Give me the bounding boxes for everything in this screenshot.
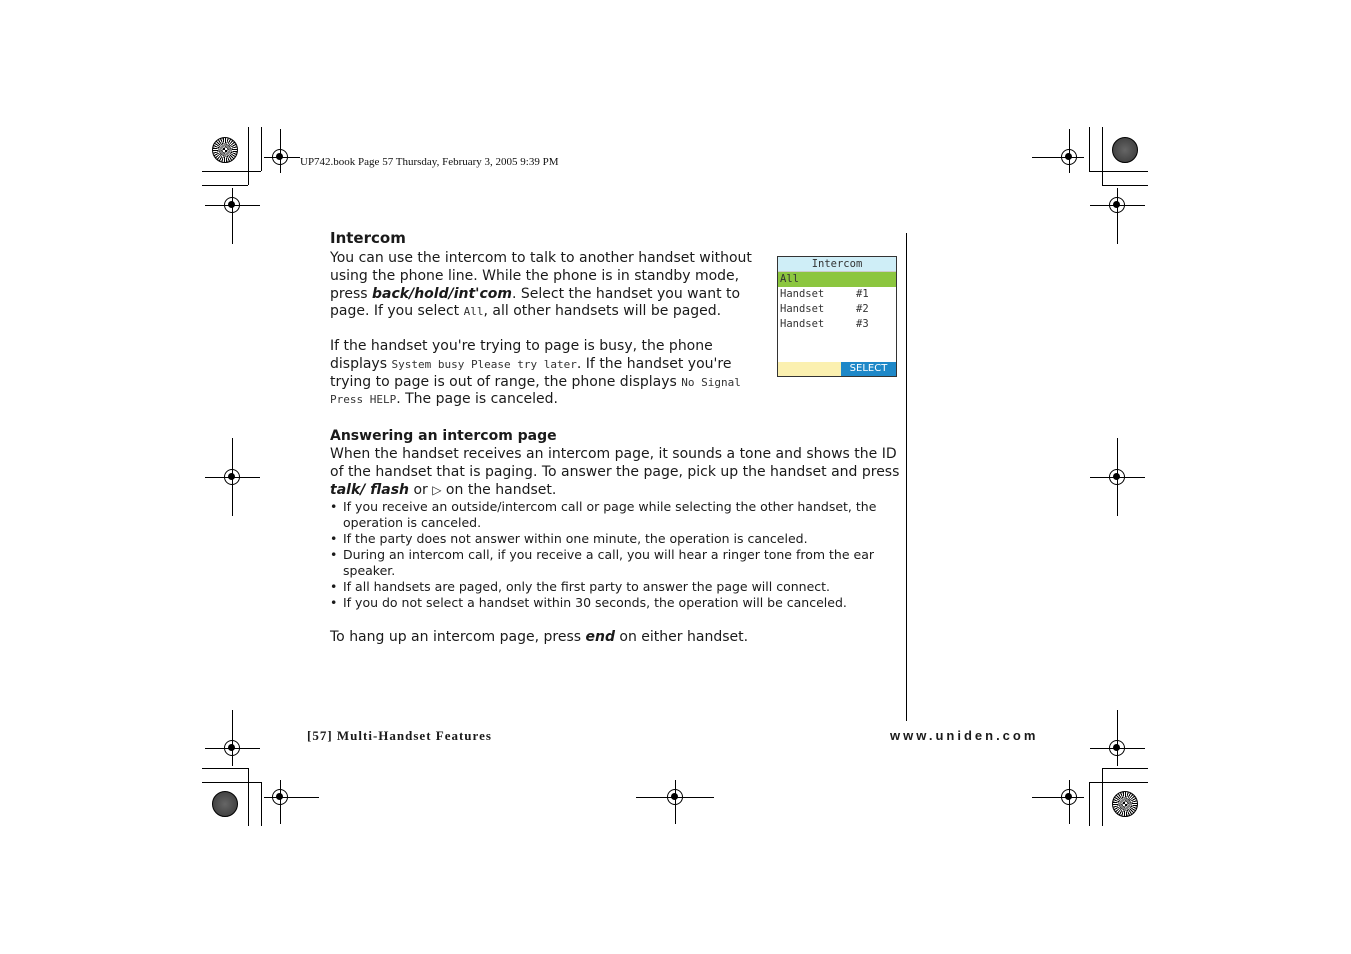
registration-target-icon bbox=[667, 789, 683, 805]
crop-mark bbox=[1089, 127, 1090, 171]
crop-mark bbox=[248, 768, 249, 826]
crop-mark bbox=[261, 127, 262, 171]
crop-mark bbox=[1089, 782, 1148, 783]
notes-list bbox=[330, 499, 890, 611]
lcd-screen bbox=[777, 256, 897, 377]
crop-mark bbox=[1089, 171, 1148, 172]
lcd-text: No Signal Press HELP bbox=[330, 375, 741, 407]
lcd-row: Handset #2 bbox=[780, 303, 869, 315]
list-item: • If you receive an outside/intercom call or page while selecting the other handset, the operation is canceled. bbox=[330, 499, 890, 531]
registration-target-icon bbox=[1061, 789, 1077, 805]
print-header: UP742.book Page 57 Thursday, February 3, 2005 9:39 PM bbox=[300, 156, 559, 168]
crop-mark bbox=[202, 185, 248, 186]
registration-target-icon bbox=[1061, 149, 1077, 165]
lcd-text: All bbox=[463, 305, 484, 319]
answering-paragraph: When the handset receives an intercom page, it sounds a tone and shows the ID of the handset that is paging. To answer the page, pick up the handset and press talk/ flash or ▷ on the handset. bbox=[330, 446, 900, 498]
section-title: Intercom bbox=[330, 229, 406, 247]
column-divider bbox=[906, 233, 907, 721]
lcd-selected-item: All bbox=[778, 272, 896, 287]
intercom-intro-paragraph: You can use the intercom to talk to another handset without using the phone line. While the phone is in standby mode, press back/hold/int'com. Select the handset you want to page. If you select All, all other handsets will be paged. bbox=[330, 250, 752, 320]
crop-mark bbox=[202, 171, 261, 172]
lcd-softkey-blank bbox=[778, 362, 841, 376]
crop-mark bbox=[248, 127, 249, 185]
crop-mark bbox=[202, 782, 261, 783]
lcd-softkey-bar bbox=[778, 362, 896, 376]
subsection-title: Answering an intercom page bbox=[330, 428, 557, 444]
key-name: end bbox=[585, 629, 615, 645]
page-footer-section: [57] Multi-Handset Features bbox=[307, 728, 492, 743]
crop-mark bbox=[1117, 710, 1118, 766]
registration-target-icon bbox=[1109, 740, 1125, 756]
lcd-row: Handset #1 bbox=[780, 288, 869, 300]
lcd-row: Handset #3 bbox=[780, 318, 869, 330]
lcd-softkey-select: SELECT bbox=[841, 362, 896, 376]
registration-target-icon bbox=[272, 789, 288, 805]
list-item: • If all handsets are paged, only the first party to answer the page will connect. bbox=[330, 579, 890, 595]
lcd-title: Intercom bbox=[778, 257, 896, 272]
registration-target-icon bbox=[1109, 197, 1125, 213]
crop-mark bbox=[1102, 768, 1103, 826]
crop-mark bbox=[1089, 782, 1090, 826]
registration-target-icon bbox=[1109, 469, 1125, 485]
crop-mark bbox=[1102, 185, 1148, 186]
crop-mark bbox=[232, 710, 233, 766]
list-item: • If the party does not answer within one minute, the operation is canceled. bbox=[330, 531, 890, 547]
registration-target-icon bbox=[224, 197, 240, 213]
crop-mark bbox=[202, 768, 248, 769]
page-footer-url: www.uniden.com bbox=[890, 728, 1039, 743]
list-item: • If you do not select a handset within 30 seconds, the operation will be canceled. bbox=[330, 595, 890, 611]
crop-mark bbox=[261, 782, 262, 826]
registration-target-icon bbox=[224, 740, 240, 756]
talk-key-icon: ▷ bbox=[432, 482, 442, 497]
registration-disc-icon bbox=[212, 137, 238, 163]
registration-disc-icon bbox=[1112, 137, 1138, 163]
crop-mark bbox=[1102, 768, 1148, 769]
key-name: back/hold/int'com bbox=[372, 285, 512, 302]
list-item: • During an intercom call, if you receive a call, you will hear a ringer tone from the ear speaker. bbox=[330, 547, 890, 579]
key-name: talk/ flash bbox=[330, 481, 410, 498]
registration-target-icon bbox=[224, 469, 240, 485]
hangup-paragraph: To hang up an intercom page, press end on either handset. bbox=[330, 629, 749, 645]
registration-disc-icon bbox=[212, 791, 238, 817]
busy-paragraph: If the handset you're trying to page is busy, the phone displays System busy Please try later. If the handset you're trying to page is out of range, the phone displays No Signal Press HELP. The page is canceled. bbox=[330, 338, 741, 408]
registration-disc-icon bbox=[1112, 791, 1138, 817]
lcd-text: System busy Please try later bbox=[391, 357, 577, 371]
registration-target-icon bbox=[272, 149, 288, 165]
crop-mark bbox=[1102, 127, 1103, 185]
